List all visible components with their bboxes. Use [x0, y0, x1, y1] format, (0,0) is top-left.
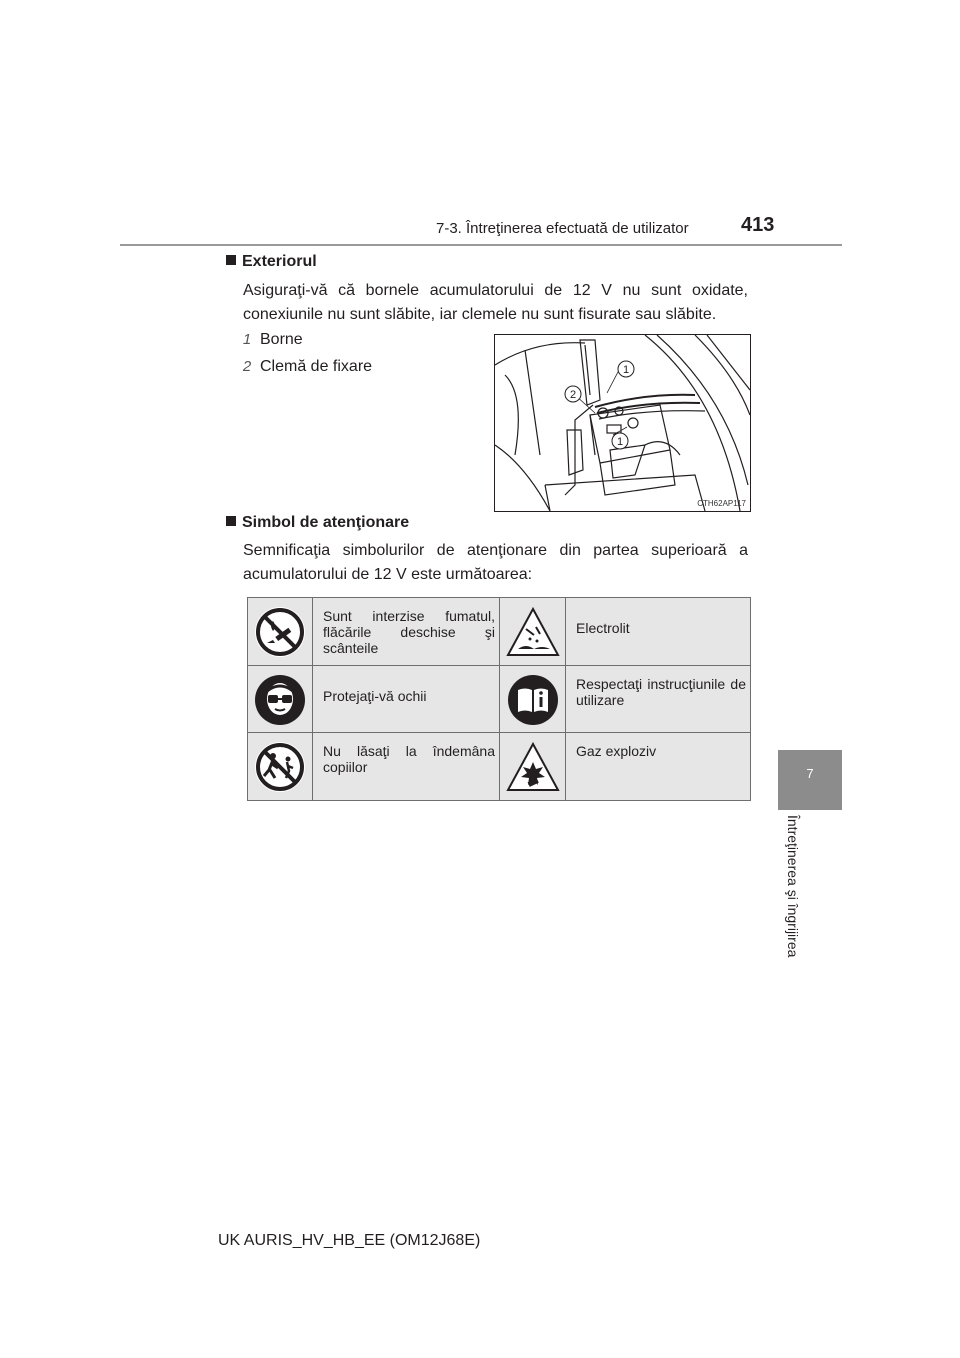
table-row	[248, 665, 750, 733]
legend-label: Borne	[260, 331, 303, 348]
icon-cell	[248, 666, 313, 733]
legend-item	[240, 358, 372, 376]
electrolyte-icon	[506, 605, 560, 659]
symbol-description: Gaz exploziv	[576, 743, 657, 759]
square-bullet-icon	[226, 255, 236, 265]
warning-heading-text: Simbol de atenţionare	[242, 514, 410, 531]
exterior-paragraph: Asiguraţi-vă că bornele acumulatorului de 12 V nu sunt oxidate, conexiunile nu sunt slăbite, iar clemele nu sunt fisurate sau slăbite.	[243, 282, 748, 323]
header-divider	[120, 244, 842, 246]
icon-cell	[501, 666, 566, 733]
warning-paragraph: Semnificaţia simbolurilor de atenţionare din partea superioară a acumulatorului de 12 V este următoarea:	[243, 542, 748, 583]
figure-code: CTH62AP117	[697, 499, 746, 508]
battery-illustration	[494, 334, 751, 512]
legend-number: 2	[242, 358, 252, 375]
chapter-title-text: Întreţinerea şi îngrijirea	[785, 815, 801, 958]
callout-2: 2	[569, 389, 577, 401]
no-smoking-flame-icon	[253, 605, 307, 659]
icon-cell	[501, 733, 566, 800]
symbol-description: Electrolit	[576, 620, 630, 636]
legend-number: 1	[242, 331, 252, 348]
symbol-description: Respectaţi instrucţiunile de utilizare	[576, 676, 746, 708]
read-manual-icon	[506, 673, 560, 727]
battery-drawing	[495, 335, 750, 511]
legend-label: Clemă de fixare	[260, 358, 373, 375]
eye-protection-icon	[253, 673, 307, 727]
keep-away-children-icon	[253, 740, 307, 794]
table-row	[248, 732, 750, 800]
legend-item	[240, 331, 303, 349]
chapter-number: 7	[806, 766, 814, 781]
callout-1-top: 1	[622, 364, 630, 376]
header-section-title: 7-3. Întreţinerea efectuată de utilizator	[436, 220, 689, 237]
exterior-heading	[226, 253, 317, 271]
symbol-description: Nu lăsaţi la îndemâna copiilor	[313, 733, 500, 800]
warning-symbols-table	[247, 597, 751, 801]
explosive-gas-icon	[506, 740, 560, 794]
icon-cell	[501, 598, 566, 665]
footer-model-code: UK AURIS_HV_HB_EE (OM12J68E)	[218, 1232, 481, 1249]
chapter-title	[785, 815, 805, 970]
symbol-description: Protejaţi-vă ochii	[313, 666, 500, 733]
exterior-heading-text: Exteriorul	[242, 253, 317, 270]
warning-heading	[226, 514, 409, 532]
icon-cell	[248, 598, 313, 665]
symbol-description: Sunt interzise fumatul, flăcările deschise şi scânteile	[313, 598, 500, 665]
icon-cell	[248, 733, 313, 800]
callout-1-bottom: 1	[616, 436, 624, 448]
table-row	[248, 598, 750, 665]
chapter-tab	[778, 750, 842, 810]
square-bullet-icon	[226, 516, 236, 526]
page-number: 413	[741, 214, 775, 236]
